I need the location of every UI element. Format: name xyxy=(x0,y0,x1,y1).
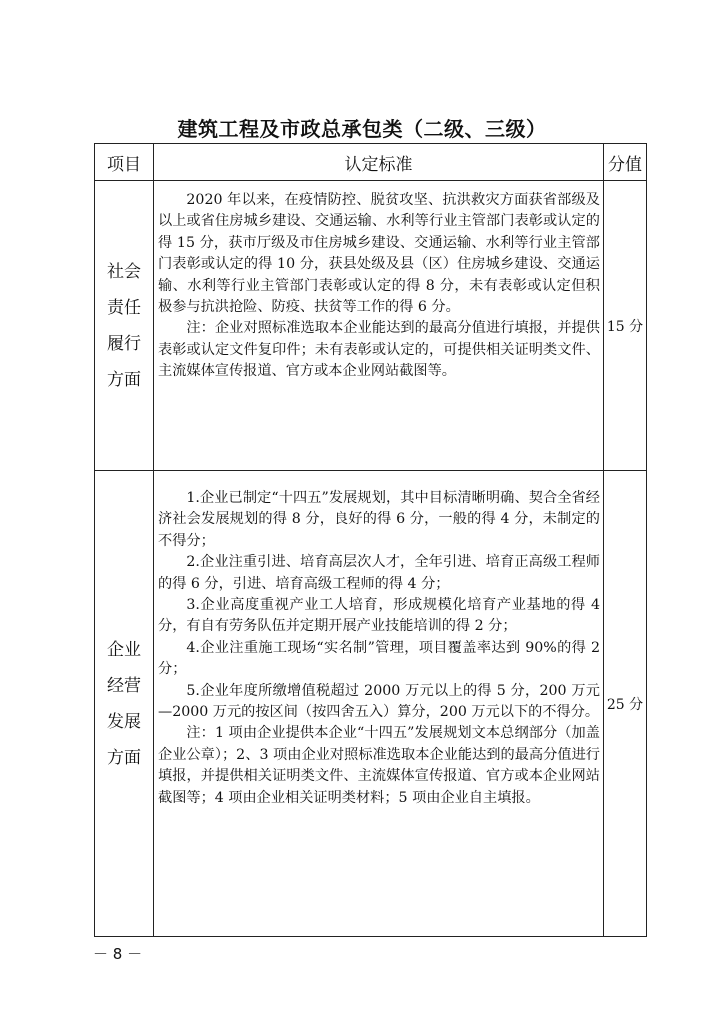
criteria-cell xyxy=(154,471,604,937)
item-line: 方面 xyxy=(107,369,141,390)
item-line: 社会 xyxy=(107,261,141,282)
item-cell xyxy=(95,471,154,937)
page-number: － 8 － xyxy=(93,945,143,963)
criteria-paragraph: 2.企业注重引进、培育高层次人才，全年引进、培育正高级工程师的得 6 分，引进、培育高级工程师的得 4 分； xyxy=(158,554,600,592)
table-header-row xyxy=(95,144,647,181)
header-criteria: 认定标准 xyxy=(154,144,604,181)
table-row xyxy=(95,181,647,471)
item-line: 责任 xyxy=(107,297,141,318)
table-row xyxy=(95,471,647,937)
item-cell xyxy=(95,181,154,471)
item-line: 履行 xyxy=(107,333,141,354)
item-line: 发展 xyxy=(107,711,141,732)
criteria-paragraph: 5.企业年度所缴增值税超过 2000 万元以上的得 5 分，200 万元—2000 万元的按区间（按四舍五入）算分，200 万元以下的不得分。 xyxy=(158,682,600,721)
page-title: 建筑工程及市政总承包类（二级、三级） xyxy=(177,117,547,141)
criteria-paragraph: 2020 年以来，在疫情防控、脱贫攻坚、抗洪救灾方面获省部级及以上或省住房城乡建设、交通运输、水利等行业主管部门表彰或认定的得 15 分，获市厅级及市住房城乡建设、交通运输、水利等行业主管部门表彰或认定的得 10 分，获县处级及县（区）住房城乡建设、交通运输、水利等行业主管部门表彰或认定的得 8 分，未有表彰或认定但积极参与抗洪抢险、防疫、扶贫等工作的得 6 分。 xyxy=(158,192,600,316)
item-line: 企业 xyxy=(107,639,141,660)
criteria-note: 注：企业对照标准选取本企业能达到的最高分值进行填报，并提供表彰或认定文件复印件；未有表彰或认定的，可提供相关证明类文件、主流媒体宣传报道、官方或本企业网站截图等。 xyxy=(158,320,600,380)
item-line: 方面 xyxy=(107,747,141,768)
criteria-table xyxy=(94,143,647,937)
header-item: 项目 xyxy=(95,144,154,181)
score-cell: 25 分 xyxy=(604,471,647,937)
header-score: 分值 xyxy=(604,144,647,181)
criteria-paragraph: 3.企业高度重视产业工人培育，形成规模化培育产业基地的得 4 分，有自有劳务队伍并定期开展产业技能培训的得 2 分； xyxy=(158,597,600,635)
criteria-paragraph: 4.企业注重施工现场“实名制”管理，项目覆盖率达到 90%的得 2 分； xyxy=(158,639,600,678)
item-line: 经营 xyxy=(107,675,141,696)
criteria-note: 注：1 项由企业提供本企业“十四五”发展规划文本总纲部分（加盖企业公章）；2、3 项由企业对照标准选取本企业能达到的最高分值进行填报，并提供相关证明类文件、主流媒体宣传报道、官方或本企业网站截图等；4 项由企业相关证明类材料；5 项由企业自主填报。 xyxy=(158,725,600,806)
score-cell: 15 分 xyxy=(604,181,647,471)
criteria-paragraph: 1.企业已制定“十四五”发展规划，其中目标清晰明确、契合全省经济社会发展规划的得 8 分，良好的得 6 分，一般的得 4 分，未制定的不得分； xyxy=(158,490,600,549)
criteria-cell xyxy=(154,181,604,471)
